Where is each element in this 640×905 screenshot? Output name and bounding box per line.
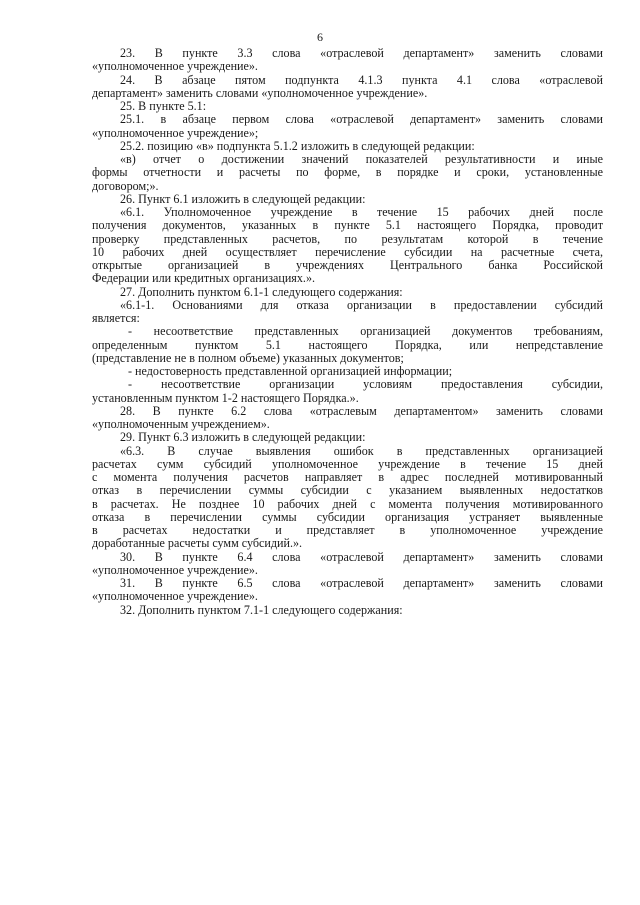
text-line: 10 рабочих дней осуществляет перечисление субсидии на расчетные счета, [92,245,603,259]
paragraph-p28 [92,405,603,432]
text-line: департамент» заменить словами «уполномоченное учреждение». [92,85,428,100]
text-line: (представление не в полном объеме) указанных документов; [92,350,404,365]
paragraph-p25-2 [92,140,603,153]
text-line: «6.1. Уполномоченное учреждение в течение 15 рабочих дней после [120,206,603,219]
text-line: установленным пунктом 1-2 настоящего Порядка.». [92,390,359,405]
text-line: получения документов, указанных в пункте 5.1 настоящего Порядка, проводит [92,219,603,233]
paragraph-p29 [92,431,603,444]
text-line: открытые организацией в учреждениях Центрального банка Российской [92,259,603,272]
text-line: с момента получения расчетов направляет в адрес последней мотивированный [92,471,603,484]
text-line: «в) отчет о достижении значений показателей результативности и иные [120,153,603,166]
text-line: 23. В пункте 3.3 слова «отраслевой департамент» заменить словами [120,47,603,60]
paragraph-p27 [92,286,603,299]
paragraph-p27-item3 [92,378,603,405]
text-line: доработанные расчеты сумм субсидий.». [92,536,303,551]
text-line: 25.2. позицию «в» подпункта 5.1.2 изложить в следующей редакции: [120,138,475,153]
text-line: - несоответствие организации условиям предоставления субсидии, [128,378,603,392]
text-line: 29. Пункт 6.3 изложить в следующей редакции: [120,430,366,445]
text-line: - недостоверность представленной организацией информации; [128,364,453,378]
text-line: «6.3. В случае выявления ошибок в представленных организацией [120,444,603,458]
text-line: определенным пунктом 5.1 настоящего Порядка, или непредставление [92,338,603,352]
text-line: 30. В пункте 6.4 слова «отраслевой департамент» заменить словами [120,550,603,564]
paragraph-p32 [92,604,603,617]
text-line: проверку представленных расчетов, по результатам которой в течение [92,232,603,246]
document-body [92,47,603,617]
paragraph-p26 [92,193,603,206]
text-line: 27. Дополнить пунктом 6.1-1 следующего содержания: [120,284,403,299]
text-line: отказа в перечислении суммы субсидии организация устраняет выявленные [92,510,603,524]
text-line: в расчетах недостатки и представляет в уполномоченное учреждение [92,524,603,537]
text-line: Федерации или кредитных организациях.». [92,271,316,286]
text-line: отказ в перечислении суммы субсидии с указанием выявленных недостатков [92,484,603,498]
paragraph-p27-quote [92,299,603,326]
text-line: договором;». [92,178,159,193]
paragraph-p23 [92,47,603,74]
text-line: 25. В пункте 5.1: [120,99,207,113]
text-line: является: [92,311,140,325]
text-line: «уполномоченным учреждением». [92,417,270,431]
text-line: «уполномоченное учреждение». [92,562,258,577]
text-line: в расчетах. Не позднее 10 рабочих дней с момента получения мотивированного [92,497,603,511]
paragraph-p27-item1 [92,325,603,365]
text-line: «6.1-1. Основаниями для отказа организации в предоставлении субсидий [120,298,603,312]
paragraph-p30 [92,551,603,578]
text-line: формы отчетности и расчеты по форме, в порядке и сроки, установленные [92,166,603,180]
paragraph-p31 [92,577,603,604]
text-line: - несоответствие представленных организацией документов требованиям, [128,325,603,339]
paragraph-p25-2-quote [92,153,603,193]
paragraph-p25 [92,100,603,113]
text-line: 31. В пункте 6.5 слова «отраслевой департамент» заменить словами [120,577,603,590]
paragraph-p26-quote [92,206,603,286]
text-line: 32. Дополнить пунктом 7.1-1 следующего содержания: [120,602,403,617]
text-line: 28. В пункте 6.2 слова «отраслевым департаментом» заменить словами [120,404,603,418]
text-line: 24. В абзаце пятом подпункта 4.1.3 пункта 4.1 слова «отраслевой [120,73,603,87]
text-line: «уполномоченное учреждение»; [92,125,259,140]
text-line: расчетах сумм субсидий уполномоченное учреждение в течение 15 дней [92,457,603,471]
page-number: 6 [317,30,323,44]
paragraph-p27-item2 [92,365,603,378]
paragraph-p29-quote [92,445,603,551]
text-line: «уполномоченное учреждение». [92,59,258,74]
text-line: 26. Пункт 6.1 изложить в следующей редакции: [120,191,366,206]
paragraph-p25-1 [92,113,603,140]
paragraph-p24 [92,74,603,101]
text-line: 25.1. в абзаце первом слова «отраслевой департамент» заменить словами [120,113,603,127]
text-line: «уполномоченное учреждение». [92,589,258,604]
